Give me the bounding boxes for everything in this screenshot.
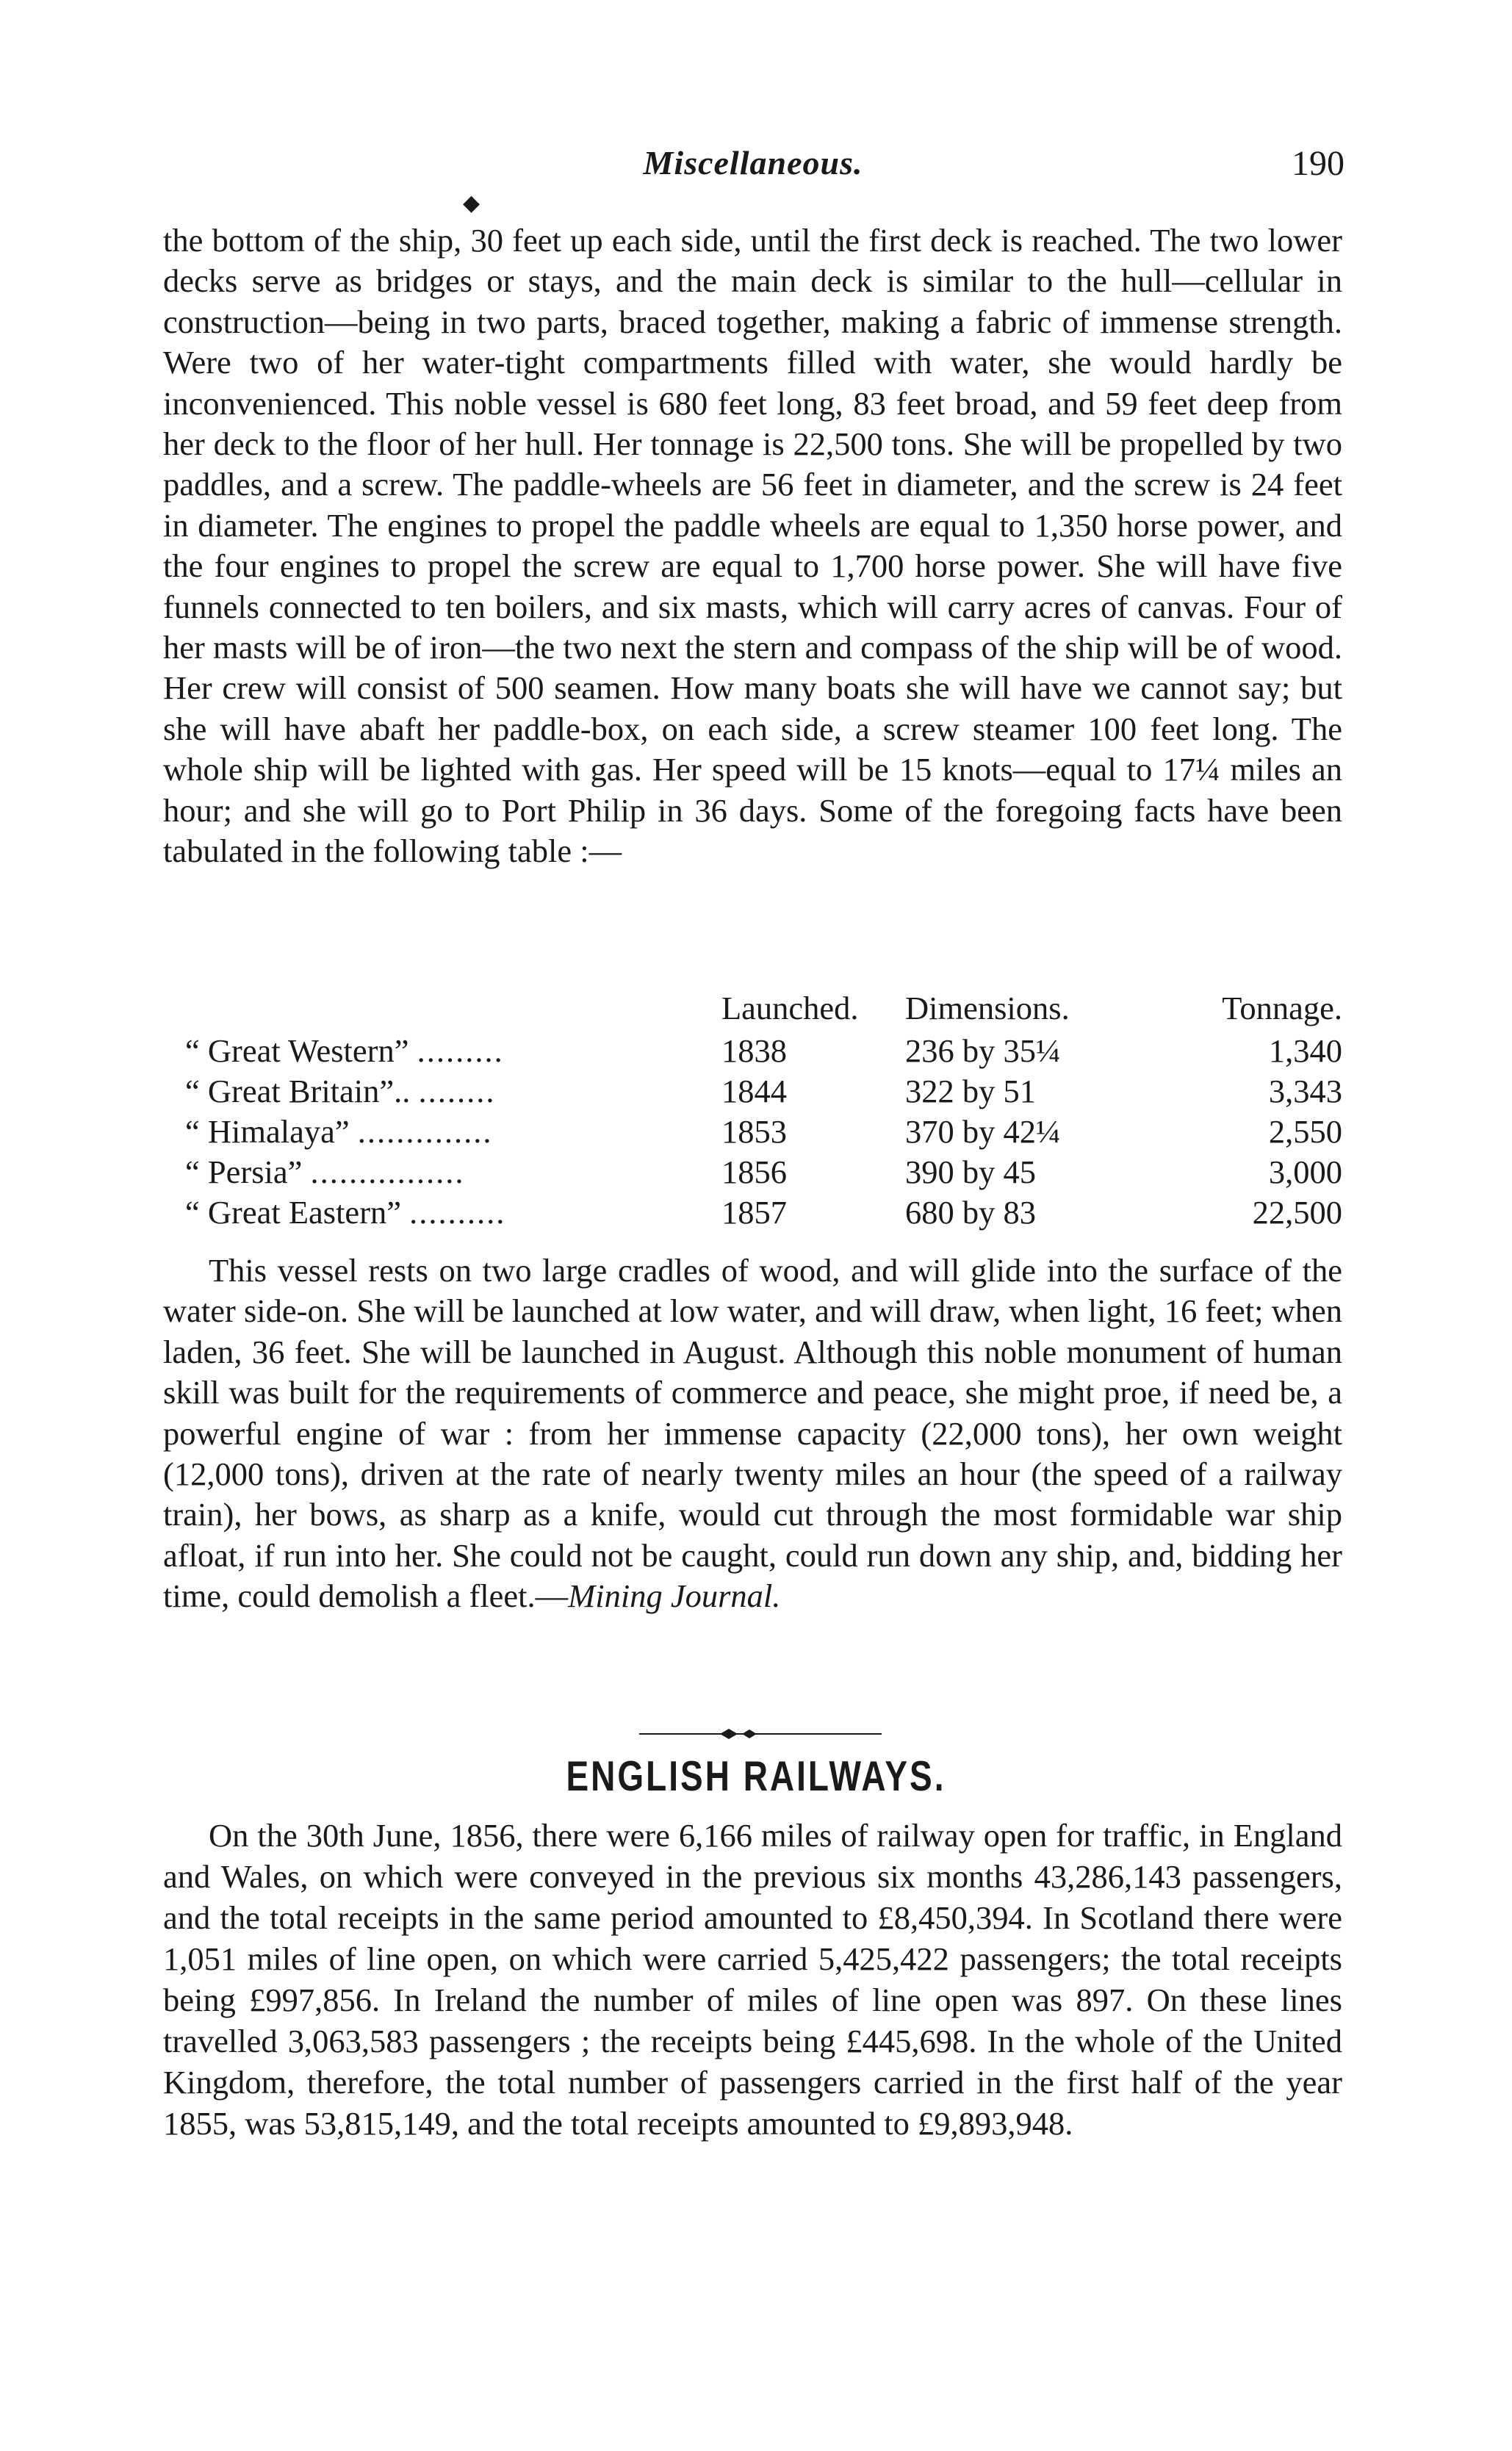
table-row — [185, 1192, 1342, 1232]
tonnage-cell: 2,550 — [1268, 1112, 1342, 1150]
dimensions-cell: 680 by 83 — [905, 1193, 1036, 1231]
table-row — [185, 1030, 1342, 1070]
ship-name-cell — [185, 1111, 721, 1151]
dimensions-cell: 390 by 45 — [905, 1153, 1036, 1190]
dot-leader: .......... — [409, 1193, 506, 1231]
ship-name: “ Great Britain”.. — [185, 1072, 411, 1109]
launched-cell: 1844 — [721, 1072, 787, 1109]
dot-leader: .............. — [357, 1112, 493, 1150]
ship-name: “ Great Western” — [185, 1032, 409, 1069]
launched-cell: 1838 — [721, 1032, 787, 1069]
ship-name: “ Great Eastern” — [185, 1193, 402, 1231]
tonnage-cell: 3,343 — [1268, 1072, 1342, 1109]
dimensions-cell: 322 by 51 — [905, 1072, 1036, 1109]
dimensions-cell: 370 by 42¼ — [905, 1112, 1061, 1150]
table-header-tonnage: Tonnage. — [1222, 990, 1342, 1026]
section-divider-icon — [639, 1727, 882, 1741]
paragraph-ship-description: the bottom of the ship, 30 feet up each side, until the first deck is reached. The two lower decks serve as bridges or stays, and the main deck is similar to the hull—cellular in construction—being in two parts, braced together, making a fabric of immense strength. Were two of her water-tight compartments filled with water, she would hardly be inconvenienced. This noble vessel is 680 feet long, 83 feet broad, and 59 feet deep from her deck to the floor of her hull. Her tonnage is 22,500 tons. She will be propelled by two paddles, and a screw. The paddle-wheels are 56 feet in diameter, and the screw is 24 feet in diameter. The engines to propel the paddle wheels are equal to 1,350 horse power, and the four engines to propel the screw are equal to 1,700 horse power. She will have five funnels connected to ten boilers, and six masts, which will carry acres of canvas. Four of her masts will be of iron—the two next the stern and compass of the ship will be of wood. Her crew will consist of 500 seamen. How many boats she will have we cannot say; but she will have abaft her paddle-box, on each side, a screw steamer 100 feet long. The whole ship will be lighted with gas. Her speed will be 15 knots—equal to 17¼ miles an hour; and she will go to Port Philip in 36 days. Some of the foregoing facts have been tabulated in the following table :— — [163, 222, 1342, 870]
table-row — [185, 1111, 1342, 1151]
ships-comparison-table — [185, 986, 1342, 1232]
diamond-ornament-icon: ◆ — [463, 191, 480, 215]
table-row — [185, 1151, 1342, 1192]
dot-leader: ........ — [418, 1072, 496, 1109]
great-eastern-article — [163, 220, 1342, 872]
running-head: Miscellaneous. — [643, 144, 863, 181]
section-title: ENGLISH RAILWAYS. — [566, 1752, 946, 1800]
launch-paragraph-block — [163, 1250, 1342, 1617]
dimensions-cell: 236 by 35¼ — [905, 1032, 1061, 1069]
table-header-row — [185, 986, 1342, 1030]
ship-name: “ Himalaya” — [185, 1112, 350, 1150]
ship-name-cell — [185, 1070, 721, 1111]
tonnage-cell: 22,500 — [1252, 1193, 1342, 1231]
tonnage-cell: 3,000 — [1268, 1153, 1342, 1190]
paragraph-launch — [163, 1250, 1342, 1617]
ship-name-cell — [185, 1192, 721, 1232]
source-citation: Mining Journal. — [568, 1577, 781, 1615]
page-number: 190 — [1292, 144, 1344, 183]
launched-cell: 1856 — [721, 1153, 787, 1190]
page-header — [162, 143, 1344, 195]
ship-name: “ Persia” — [185, 1153, 303, 1190]
table-header-dimensions: Dimensions. — [905, 990, 1070, 1026]
table-header-name — [185, 986, 721, 1030]
launched-cell: 1857 — [721, 1193, 787, 1231]
railways-article — [163, 1815, 1342, 2144]
launched-cell: 1853 — [721, 1112, 787, 1150]
ship-name-cell — [185, 1030, 721, 1070]
table-header-launched: Launched. — [721, 990, 859, 1026]
dot-leader: ................ — [310, 1153, 465, 1190]
tonnage-cell: 1,340 — [1268, 1032, 1342, 1069]
ship-name-cell — [185, 1151, 721, 1192]
paragraph-railways: On the 30th June, 1856, there were 6,166 miles of railway open for traffic, in England and Wales, on which were conveyed in the previous six months 43,286,143 passengers, and the total receipts in the same period amounted to £8,450,394. In Scotland there were 1,051 miles of line open, on which were carried 5,425,422 passengers; the total receipts being £997,856. In Ireland the number of miles of line open was 897. On these lines travelled 3,063,583 passengers ; the receipts being £445,698. In the whole of the United Kingdom, therefore, the total number of passengers carried in the first half of the year 1855, was 53,815,149, and the total receipts amounted to £9,893,948. — [163, 1817, 1342, 2142]
dot-leader: ......... — [417, 1032, 504, 1069]
paragraph-launch-text: This vessel rests on two large cradles of wood, and will glide into the surface of the water side-on. She will be launched at low water, and will draw, when light, 16 feet; when laden, 36 feet. She will be launched in August. Although this noble monument of human skill was built for the requirements of commerce and peace, she might proe, if need be, a powerful engine of war : from her immense capacity (22,000 tons), her own weight (12,000 tons), driven at the rate of nearly twenty miles an hour (the speed of a railway train), her bows, as sharp as a knife, would cut through the most formidable war ship afloat, if run into her. She could not be caught, could run down any ship, and, bidding her time, could demolish a fleet.— — [163, 1252, 1342, 1615]
table-row — [185, 1070, 1342, 1111]
